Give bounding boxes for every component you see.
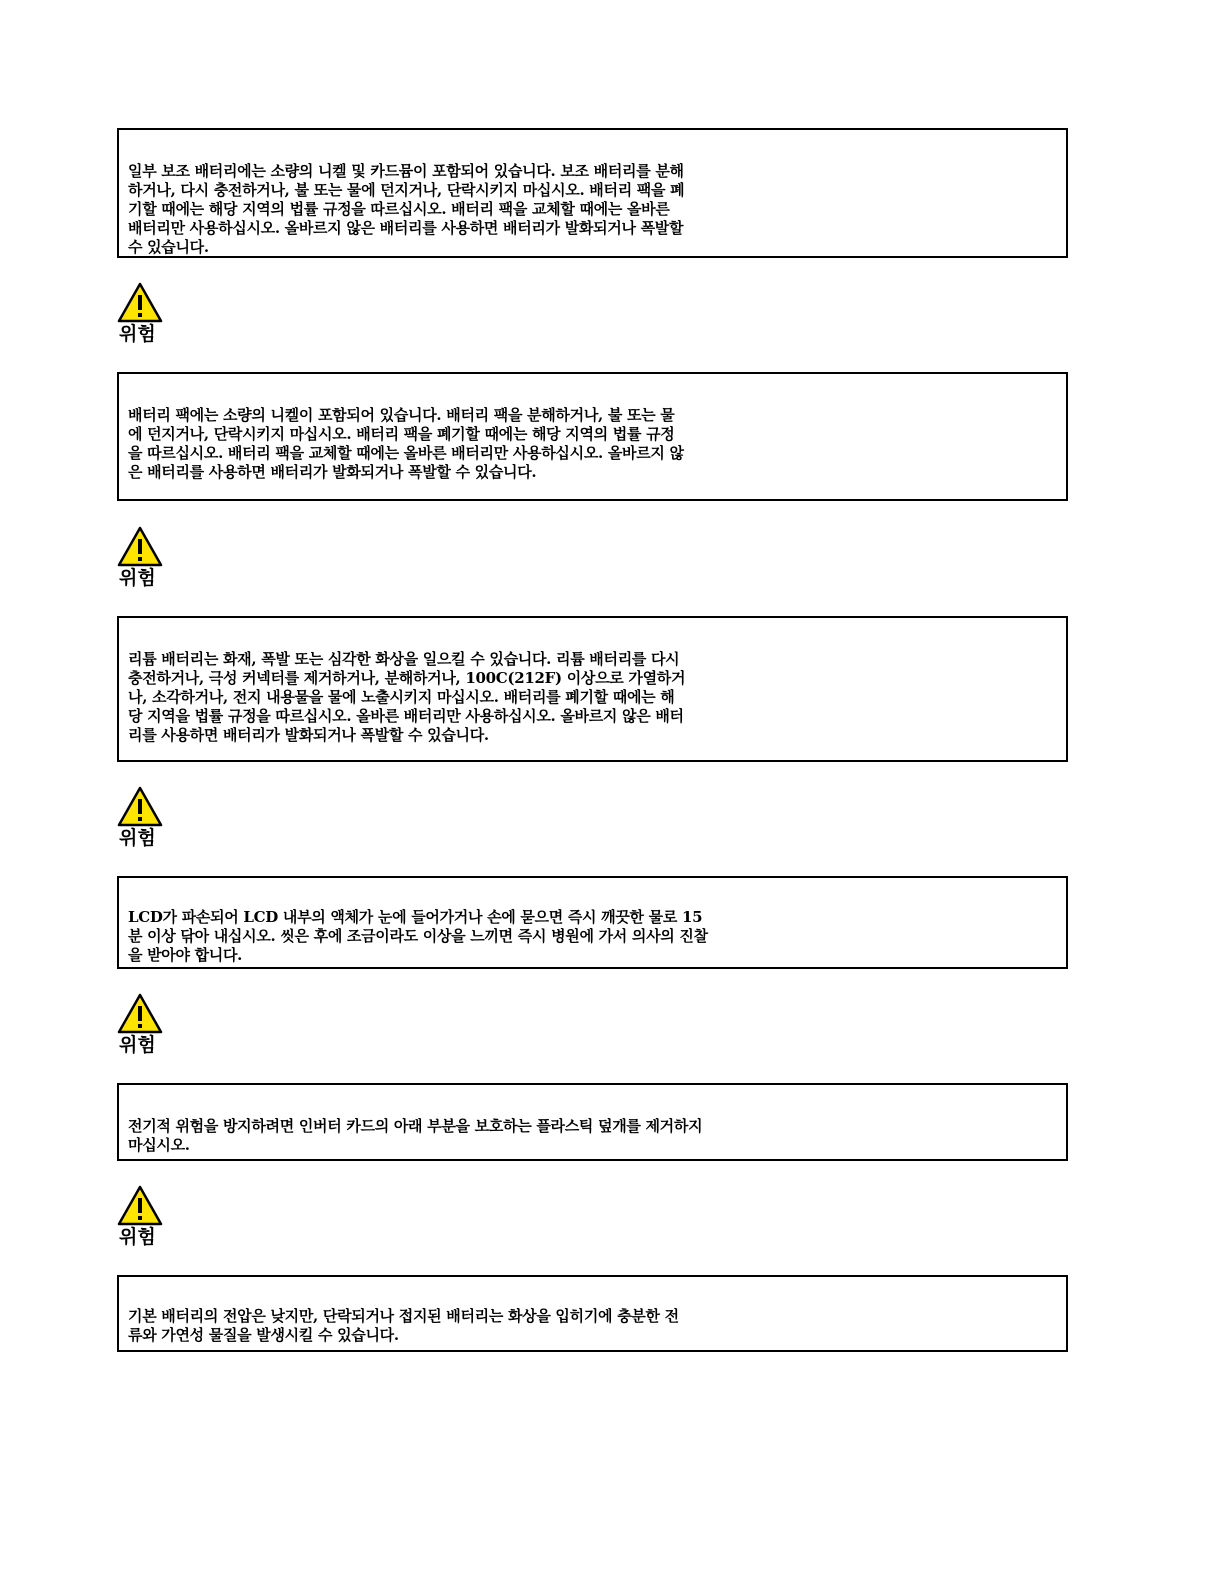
warning-triangle-icon [117,281,163,323]
warning-heading-2 [117,525,163,589]
warning-heading-1 [117,281,163,345]
notice-text: LCD가 파손되어 LCD 내부의 액체가 눈에 들어가거나 손에 묻으면 즉시 깨끗한 물로 15분 이상 닦아 내십시오. 씻은 후에 조금이라도 이상을 느끼면 즉시 병원에 가서 의사의 진찰을 받아야 합니다. [128,908,708,964]
warning-triangle-icon [117,1184,163,1226]
warning-triangle-icon [117,785,163,827]
warning-label: 위험 [119,1034,156,1056]
notice-box-5 [117,1083,1068,1161]
notice-box-3 [117,616,1068,762]
warning-label: 위험 [119,1226,156,1248]
notice-text: 리튬 배터리는 화재, 폭발 또는 심각한 화상을 일으킬 수 있습니다. 리튬 배터리를 다시 충전하거나, 극성 커넥터를 제거하거나, 분해하거나, 100C(212F) 이상으로 가열하거나, 소각하거나, 전지 내용물을 물에 노출시키지 마십시오. 배터리를 폐기할 때에는 해당 지역을 법률 규정을 따르십시오. 올바른 배터리만 사용하십시오. 올바르지 않은 배터리를 사용하면 배터리가 발화되거나 폭발할 수 있습니다. [128,650,686,744]
warning-heading-4 [117,992,163,1056]
notice-text: 전기적 위험을 방지하려면 인버터 카드의 아래 부분을 보호하는 플라스틱 덮개를 제거하지 마십시오. [128,1117,703,1154]
notice-box-4 [117,876,1068,969]
notice-text: 일부 보조 배터리에는 소량의 니켈 및 카드뮴이 포함되어 있습니다. 보조 배터리를 분해하거나, 다시 충전하거나, 불 또는 물에 던지거나, 단락시키지 마십시오. 배터리 팩을 폐기할 때에는 해당 지역의 법률 규정을 따르십시오. 배터리 팩을 교체할 때에는 올바른 배터리만 사용하십시오. 올바르지 않은 배터리를 사용하면 배터리가 발화되거나 폭발할 수 있습니다. [128,162,685,256]
notice-box-6 [117,1275,1068,1352]
warning-label: 위험 [119,323,156,345]
warning-label: 위험 [119,827,156,849]
notice-box-2 [117,372,1068,501]
notice-text: 배터리 팩에는 소량의 니켈이 포함되어 있습니다. 배터리 팩을 분해하거나, 불 또는 물에 던지거나, 단락시키지 마십시오. 배터리 팩을 폐기할 때에는 해당 지역의 법률 규정을 따르십시오. 배터리 팩을 교체할 때에는 올바른 배터리만 사용하십시오. 올바르지 않은 배터리를 사용하면 배터리가 발화되거나 폭발할 수 있습니다. [128,406,684,481]
warning-triangle-icon [117,525,163,567]
notice-text: 기본 배터리의 전압은 낮지만, 단락되거나 접지된 배터리는 화상을 입히기에 충분한 전류와 가연성 물질을 발생시킬 수 있습니다. [128,1307,679,1344]
warning-heading-5 [117,1184,163,1248]
warning-heading-3 [117,785,163,849]
warning-triangle-icon [117,992,163,1034]
warning-label: 위험 [119,567,156,589]
notice-box-1 [117,128,1068,258]
